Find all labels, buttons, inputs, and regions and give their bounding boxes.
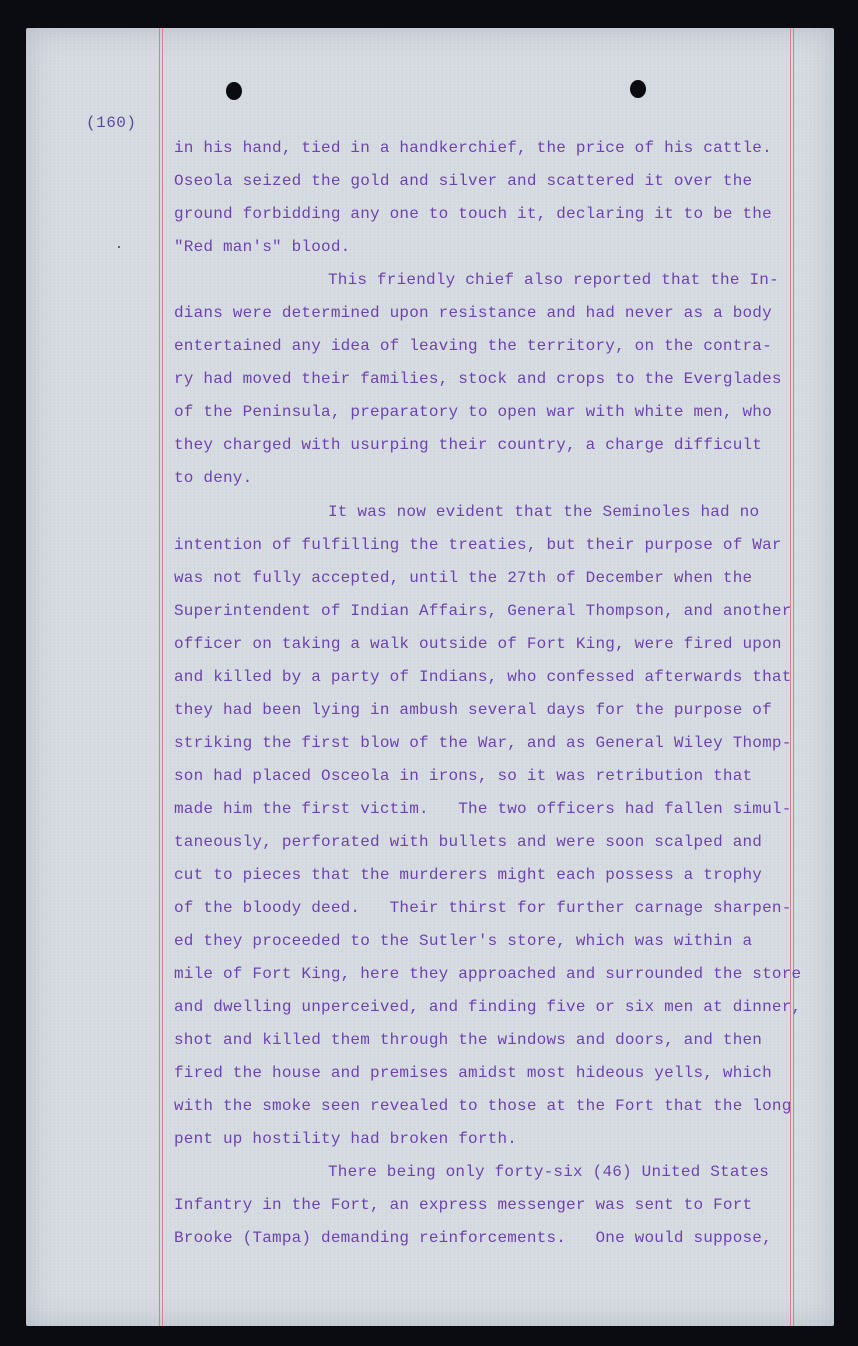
text-line: taneously, perforated with bullets and were soon scalped and [174, 833, 763, 851]
document-page [26, 28, 834, 1326]
left-margin-rule [159, 28, 160, 1326]
text-line: striking the first blow of the War, and as General Wiley Thomp- [174, 734, 792, 752]
text-line: and dwelling unperceived, and finding five or six men at dinner, [174, 998, 802, 1016]
text-line: Oseola seized the gold and silver and scattered it over the [174, 172, 753, 190]
text-line: they had been lying in ambush several days for the purpose of [174, 701, 772, 719]
text-line: to deny. [174, 469, 253, 487]
text-line: entertained any idea of leaving the territory, on the contra- [174, 337, 772, 355]
page-number: (160) [86, 114, 137, 132]
text-line: Infantry in the Fort, an express messenger was sent to Fort [174, 1196, 753, 1214]
left-margin-rule [162, 28, 163, 1326]
text-line: fired the house and premises amidst most hideous yells, which [174, 1064, 772, 1082]
punch-hole-right [630, 80, 646, 98]
text-line: was not fully accepted, until the 27th of December when the [174, 569, 753, 587]
text-line: ed they proceeded to the Sutler's store, which was within a [174, 932, 753, 950]
paper-speck [118, 246, 120, 248]
text-line: officer on taking a walk outside of Fort King, were fired upon [174, 635, 782, 653]
text-line: Brooke (Tampa) demanding reinforcements. One would suppose, [174, 1229, 772, 1247]
text-line: shot and killed them through the windows and doors, and then [174, 1031, 763, 1049]
text-line: "Red man's" blood. [174, 238, 351, 256]
text-line: of the Peninsula, preparatory to open war with white men, who [174, 403, 772, 421]
right-margin-rule [793, 28, 794, 1326]
text-line: dians were determined upon resistance and had never as a body [174, 304, 772, 322]
text-line: in his hand, tied in a handkerchief, the price of his cattle. [174, 139, 772, 157]
text-line: they charged with usurping their country, a charge difficult [174, 436, 763, 454]
text-line: ground forbidding any one to touch it, declaring it to be the [174, 205, 772, 223]
text-line: Superintendent of Indian Affairs, General Thompson, and another [174, 602, 792, 620]
text-line: son had placed Osceola in irons, so it was retribution that [174, 767, 753, 785]
text-line: intention of fulfilling the treaties, but their purpose of War [174, 536, 782, 554]
text-line: and killed by a party of Indians, who confessed afterwards that [174, 668, 792, 686]
text-line: pent up hostility had broken forth. [174, 1130, 518, 1148]
text-line: ry had moved their families, stock and crops to the Everglades [174, 370, 782, 388]
text-line: This friendly chief also reported that the In- [328, 271, 779, 289]
text-line: There being only forty-six (46) United States [328, 1163, 770, 1181]
text-line: It was now evident that the Seminoles had no [328, 503, 760, 521]
text-line: mile of Fort King, here they approached and surrounded the store [174, 965, 802, 983]
punch-hole-left [226, 82, 242, 100]
text-line: cut to pieces that the murderers might each possess a trophy [174, 866, 763, 884]
text-line: made him the first victim. The two officers had fallen simul- [174, 800, 792, 818]
text-line: of the bloody deed. Their thirst for further carnage sharpen- [174, 899, 792, 917]
text-line: with the smoke seen revealed to those at the Fort that the long [174, 1097, 792, 1115]
